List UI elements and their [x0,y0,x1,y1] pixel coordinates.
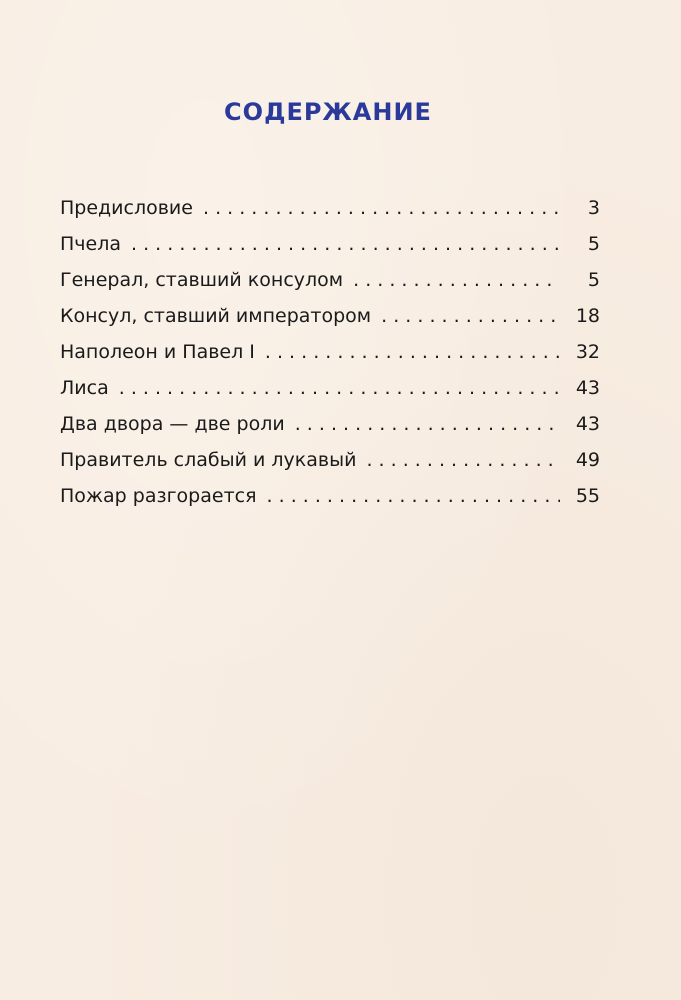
toc-entry[interactable] [60,478,600,514]
toc-entry-title: Генерал, ставший консулом [60,269,344,291]
toc-entry-page: 49 [575,449,600,471]
dot-leader [381,298,560,334]
toc-entry-title: Пчела [60,233,121,255]
dot-leader [366,442,560,478]
dot-leader [119,370,560,406]
page-title: СОДЕРЖАНИЕ [224,98,432,127]
toc-entry-title: Наполеон и Павел I [60,341,255,363]
toc-entry-page: 3 [587,197,600,219]
toc-entry[interactable] [60,406,600,442]
dot-leader [353,262,560,298]
toc-entry[interactable] [60,190,600,226]
toc-entry[interactable] [60,262,600,298]
toc-entry[interactable] [60,226,600,262]
toc-entry[interactable] [60,334,600,370]
toc-entry-page: 43 [575,413,600,435]
toc-entry-page: 55 [575,485,600,507]
dot-leader [203,190,560,226]
toc-entry-page: 43 [575,377,600,399]
dot-leader [267,478,560,514]
dot-leader [265,334,560,370]
toc-entry-title: Консул, ставший императором [60,305,372,327]
toc-entry-title: Предисловие [60,197,193,219]
table-of-contents [60,190,600,514]
toc-entry-title: Два двора — две роли [60,413,285,435]
toc-entry[interactable] [60,370,600,406]
dot-leader [131,226,560,262]
toc-entry-page: 18 [575,305,600,327]
dot-leader [295,406,560,442]
toc-entry[interactable] [60,298,600,334]
toc-entry-title: Пожар разгорается [60,485,257,507]
toc-entry[interactable] [60,442,600,478]
toc-entry-title: Правитель слабый и лукавый [60,449,357,471]
toc-entry-title: Лиса [60,377,109,399]
toc-entry-page: 32 [575,341,600,363]
toc-entry-page: 5 [587,269,600,291]
toc-entry-page: 5 [587,233,600,255]
